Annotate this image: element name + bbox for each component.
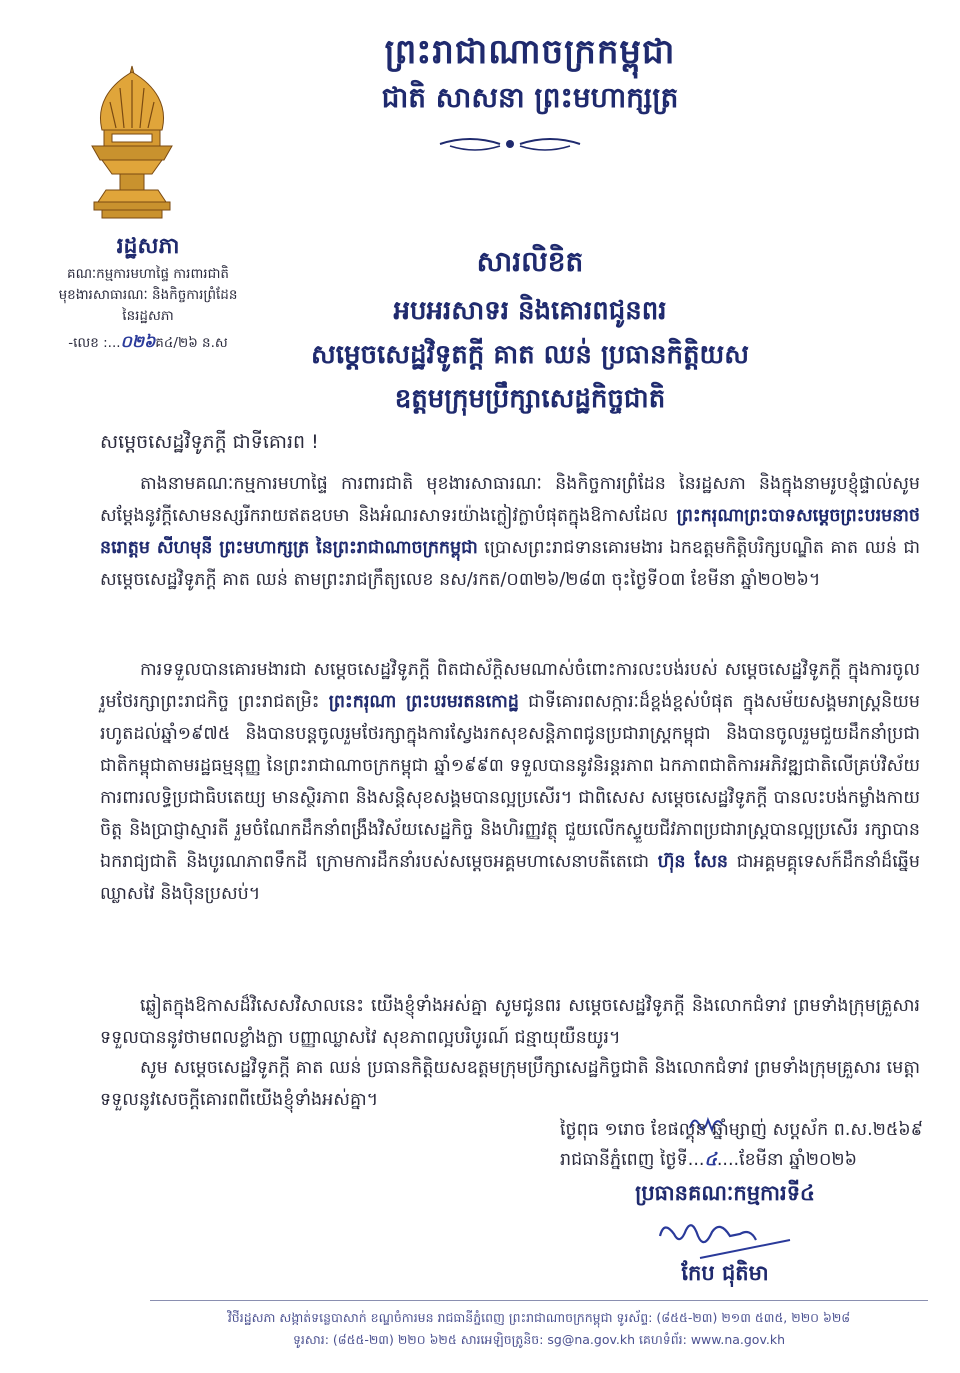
date-day-handwritten: ៤: [704, 1150, 717, 1170]
paragraph-3: [100, 990, 920, 1054]
paragraph-4-text: សូម សម្តេចសេដ្ឋវិទូភក្តី គាត ឈន់ ប្រធានកិត្តិយសឧត្តមក្រុមប្រឹក្សាសេដ្ឋកិច្ចជាតិ និងលោកជំទាវ ព្រមទាំងក្រុមគ្រួសារ មេត្តាទទួលនូវសេចក្តីគោរពពីយើងខ្ញុំទាំងអស់គ្នា។: [100, 1058, 920, 1110]
salutation: សម្តេចសេដ្ឋវិទូភក្តី ជាទីគោរព !: [100, 431, 319, 453]
national-assembly-emblem: [72, 62, 192, 222]
paragraph-2-leader-name: ហ៊ុន សែន: [657, 852, 729, 872]
signer-title: ប្រធានគណៈកម្មការទី៤: [635, 1181, 815, 1205]
title-line-2: សម្តេចសេដ្ឋវិទូតក្តី គាត ឈន់ ប្រធានកិត្តិយស: [311, 340, 749, 370]
title-line-3: ឧត្តមក្រុមប្រឹក្សាសេដ្ឋកិច្ចជាតិ: [394, 384, 666, 414]
signature: [640, 1206, 800, 1266]
kingdom-heading: ព្រះរាជាណាចក្រកម្ពុជា: [384, 32, 676, 72]
paragraph-3-text: ឆ្លៀតក្នុងឱកាសដ៏វិសេសវិសាលនេះ យើងខ្ញុំទាំងអស់គ្នា សូមជូនពរ សម្តេចសេដ្ឋវិទូភក្តី និងលោកជំទាវ ព្រមទាំងក្រុមគ្រួសារ ទទួលបាននូវថាមពលខ្លាំងក្លា បញ្ញាឈ្លាសវៃ សុខភាពល្អបរិបូរណ៍ ជន្មាយុយឺនយូរ។: [100, 996, 920, 1048]
paragraph-2-text-e: ជាអគ្គមគ្គុទេសក៍ដឹកនាំដ៏ឆ្នើម ឈ្លាសវៃ និងប៉ិនប្រសប់។: [100, 852, 920, 904]
paragraph-2-king-father: ព្រះករុណា ព្រះបរមរតនកោដ្ឋ: [328, 692, 519, 712]
paragraph-2: [100, 654, 920, 910]
footer-address: វិថីរដ្ឋសភា សង្កាត់ទន្លេបាសាក់ ខណ្ឌចំការមន រាជធានីភ្នំពេញ ព្រះរាជាណាចក្រកម្ពុជា ទូរស័ព្ទ: (៨៥៥-២៣) ២១៣ ៥៣៥, ២២០ ៦២៨: [227, 1310, 851, 1325]
reference-prefix: -លេខ :...: [68, 335, 121, 351]
paragraph-1-text-c: ប្រោសព្រះរាជទានគោរមងារ ឯកឧត្តមកិត្តិបរិក្សបណ្ឌិត គាត ឈន់ ជា សម្តេចសេដ្ឋវិទូភក្តី គាត ឈន់ តាមព្រះរាជក្រឹត្យលេខ នស/រកត/០៣២៦/២៨៣ ចុះថ្ងៃទី០៣ ខែមីនា ឆ្នាំ២០២៦។: [100, 538, 920, 590]
institution-name: រដ្ឋសភា: [116, 234, 180, 259]
signer-name: កែប ជុតិមា: [681, 1261, 769, 1285]
footer-divider: [150, 1300, 928, 1301]
ornament-divider: [430, 132, 590, 156]
committee-line-2: មុខងារសាធារណៈ និងកិច្ចការព្រំដែន: [58, 287, 238, 303]
paragraph-1: [100, 468, 920, 596]
date-prefix: រាជធានីភ្នំពេញ ថ្ងៃទី...: [560, 1150, 705, 1170]
committee-line-1: គណៈកម្មការមហាផ្ទៃ ការពារជាតិ: [67, 266, 229, 282]
lunar-date: ថ្ងៃពុធ ១រោច ខែផល្គុន ឆ្នាំម្សាញ់ សប្តស័ក ព.ស.២៥៦៩: [560, 1120, 924, 1140]
national-motto: ជាតិ សាសនា ព្រះមហាក្សត្រ: [381, 81, 679, 114]
document-type: សារលិខិត: [476, 245, 584, 278]
solar-date: [560, 1148, 857, 1174]
paragraph-4: [100, 1052, 920, 1116]
date-suffix: ....ខែមីនា ឆ្នាំ២០២៦: [716, 1150, 858, 1170]
reference-handwritten-number: ០២៦: [120, 332, 156, 351]
footer-contact: ទូរសារ: (៨៥៥-២៣) ២២០ ៦២៥ សារអេឡិចត្រូនិច: sg@na.gov.kh គេហទំព័រ: www.na.gov.kh: [292, 1332, 786, 1347]
paragraph-2-text-c: ជាទីគោរពសក្ការៈដ៏ខ្ពង់ខ្ពស់បំផុត ក្នុងសម័យសង្គមរាស្ត្រនិយម រហូតដល់ឆ្នាំ១៩៧៥ និងបានបន្តចូលរួមថែរក្សាក្នុងការស្វែងរកសុខសន្តិភាពជូនប្រជារាស្ត្រកម្ពុជា និងបានចូលរួមជួយដឹកនាំប្រជាជាតិកម្ពុជាតាមរដ្ឋធម្មនុញ្ញ នៃព្រះរាជាណាចក្រកម្ពុជា ឆ្នាំ១៩៩៣ ទទួលបាននូវនិរន្តរភាព ឯកភាពជាតិការអភិវឌ្ឍជាតិលើគ្រប់វិស័យ ការពារលទ្ធិប្រជាធិបតេយ្យ មានស្ថិរភាព និងសន្តិសុខសង្គមបានល្អប្រសើរ។ ជាពិសេស សម្តេចសេដ្ឋវិទូភក្តី បានលះបង់កម្លាំងកាយចិត្ត និងប្រាជ្ញាស្មារតី រួមចំណែកដឹកនាំពង្រឹងវិស័យសេដ្ឋកិច្ច និងហិរញ្ញវត្ថុ ជួយលើកស្ទួយជីវភាពប្រជារាស្ត្របានល្អប្រសើរ រក្សាបានឯករាជ្យជាតិ និងបូរណភាពទឹកដី ក្រោមការដឹកនាំរបស់សម្តេចអគ្គមហាសេនាបតីតេជោ: [100, 692, 920, 872]
paragraph-1-king-title: ព្រះករុណាព្រះបាទសម្តេចព្រះបរមនាថ នរោត្តម សីហមុនី ព្រះមហាក្សត្រ នៃព្រះរាជាណាចក្រកម្ពុជា: [100, 506, 920, 558]
paragraph-1-text-a: តាងនាមគណៈកម្មការមហាផ្ទៃ ការពារជាតិ មុខងារសាធារណៈ និងកិច្ចការព្រំដែន នៃរដ្ឋសភា និងក្នុងនាមរូបខ្ញុំផ្ទាល់សូមសម្តែងនូវក្តីសោមនស្សរីករាយឥតឧបមា និងអំណរសាទរយ៉ាងក្លៀវក្លាបំផុតក្នុងឱកាសដែល: [100, 474, 920, 526]
committee-line-3: នៃរដ្ឋសភា: [122, 308, 174, 324]
paragraph-2-text-a: ការទទួលបានគោរមងារជា សម្តេចសេដ្ឋវិទូភក្តី ពិតជាស័ក្តិសមណាស់ចំពោះការលះបង់របស់ សម្តេចសេដ្ឋវិទូភក្តី ក្នុងការចូលរួមថែរក្សាព្រះរាជកិច្ច ព្រះរាជតម្រិះ: [100, 660, 920, 712]
title-line-1: អបអរសាទរ និងគោរពជូនពរ: [393, 296, 667, 326]
reference-suffix: គ៤/២៦ ន.ស: [155, 335, 228, 351]
